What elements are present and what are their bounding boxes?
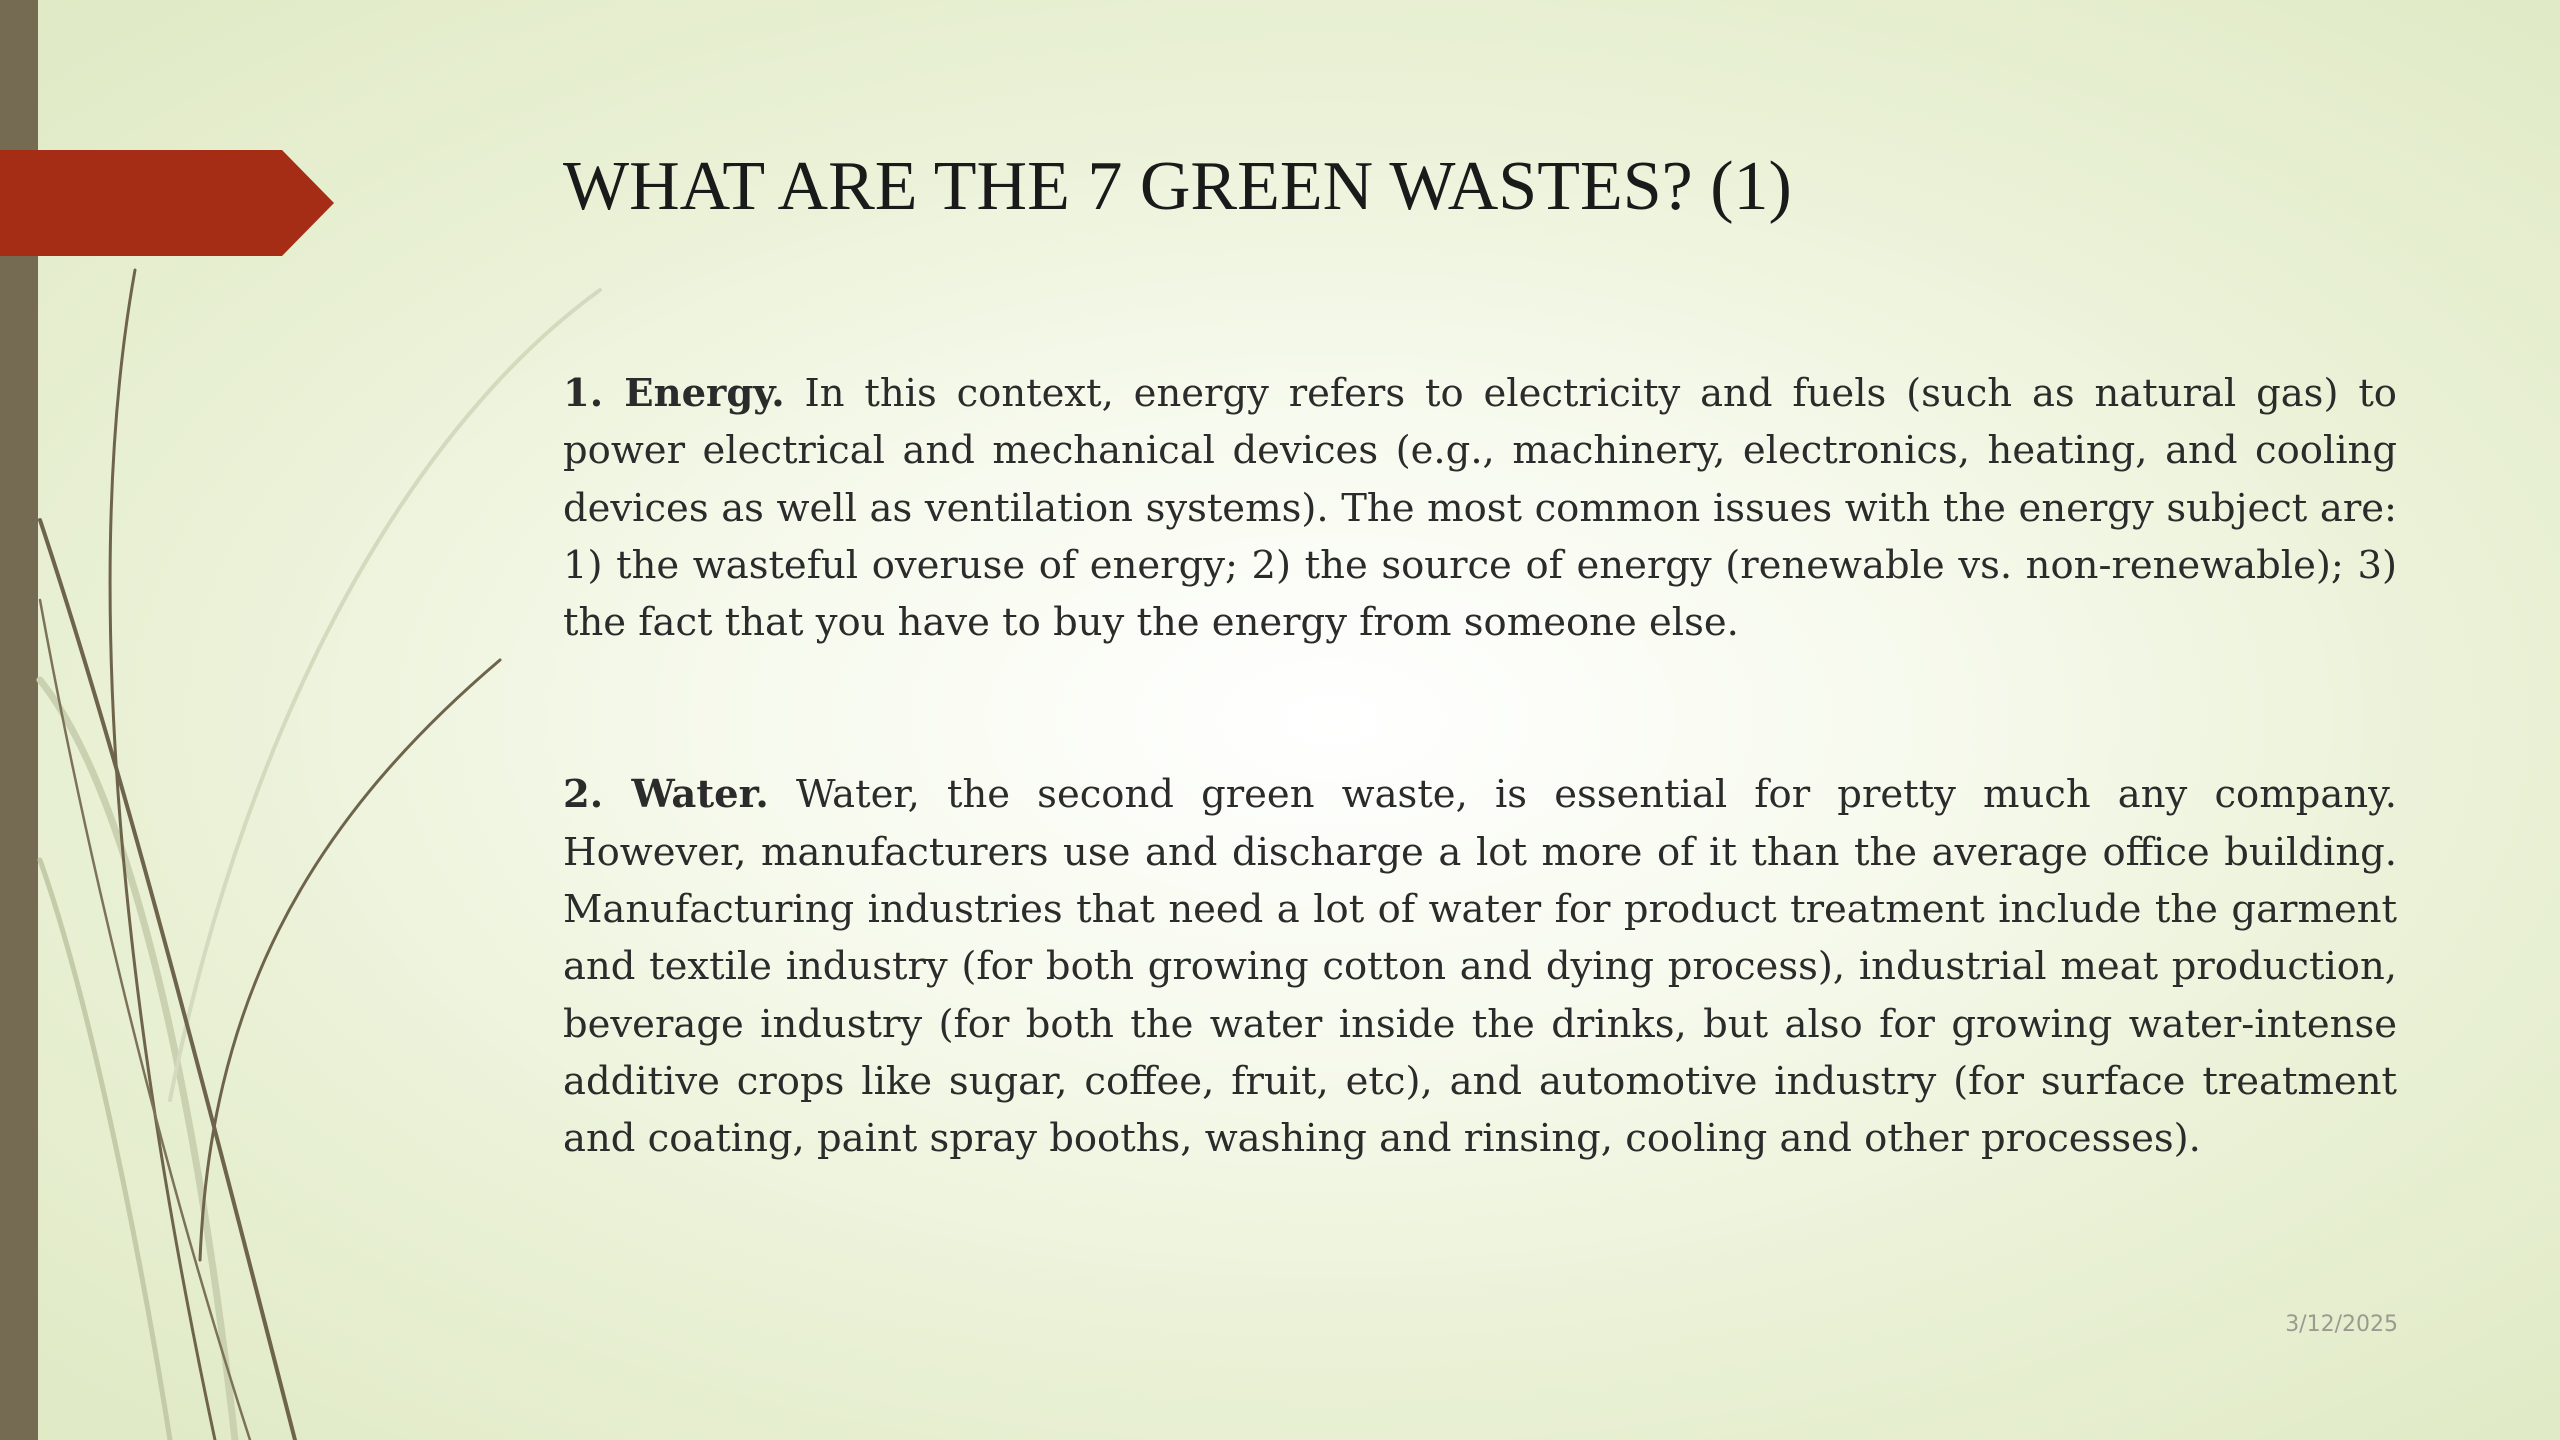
paragraph-energy: [563, 365, 2397, 651]
paragraph-water: [563, 766, 2397, 1167]
slide-date: 3/12/2025: [2285, 1312, 2398, 1337]
slide-title: WHAT ARE THE 7 GREEN WASTES? (1): [563, 148, 1792, 225]
paragraph-energy-lead: 1. Energy.: [563, 371, 785, 416]
title-arrow-shape: [0, 150, 334, 256]
stem-dark-3: [200, 660, 500, 1260]
stem-light-2: [170, 290, 600, 1100]
paragraph-water-text: Water, the second green waste, is essential for pretty much any company. However, manufacturers use and discharge a lot more of it than the average office building. Manufacturing industries that need a lot of water for product treatment include the garment and textile industry (for both growing cotton and dying process), industrial meat production, beverage industry (for both the water inside the drinks, but also for growing water-intense additive crops like sugar, coffee, fruit, etc), and automotive industry (for surface treatment and coating, paint spray booths, washing and rinsing, cooling and other processes).: [563, 772, 2397, 1162]
stem-light-1: [40, 680, 235, 1440]
paragraph-water-lead: 2. Water.: [563, 772, 769, 818]
slide-body: [563, 365, 2397, 1168]
paragraph-energy-text: In this context, energy refers to electricity and fuels (such as natural gas) to power electrical and mechanical devices (e.g., machinery, electronics, heating, and cooling devices as well as ventilation systems). The most common issues with the energy subject are: 1) the wasteful overuse of energy; 2) the source of energy (renewable vs. non-renewable); 3) the fact that you have to buy the energy from someone else.: [563, 371, 2397, 646]
